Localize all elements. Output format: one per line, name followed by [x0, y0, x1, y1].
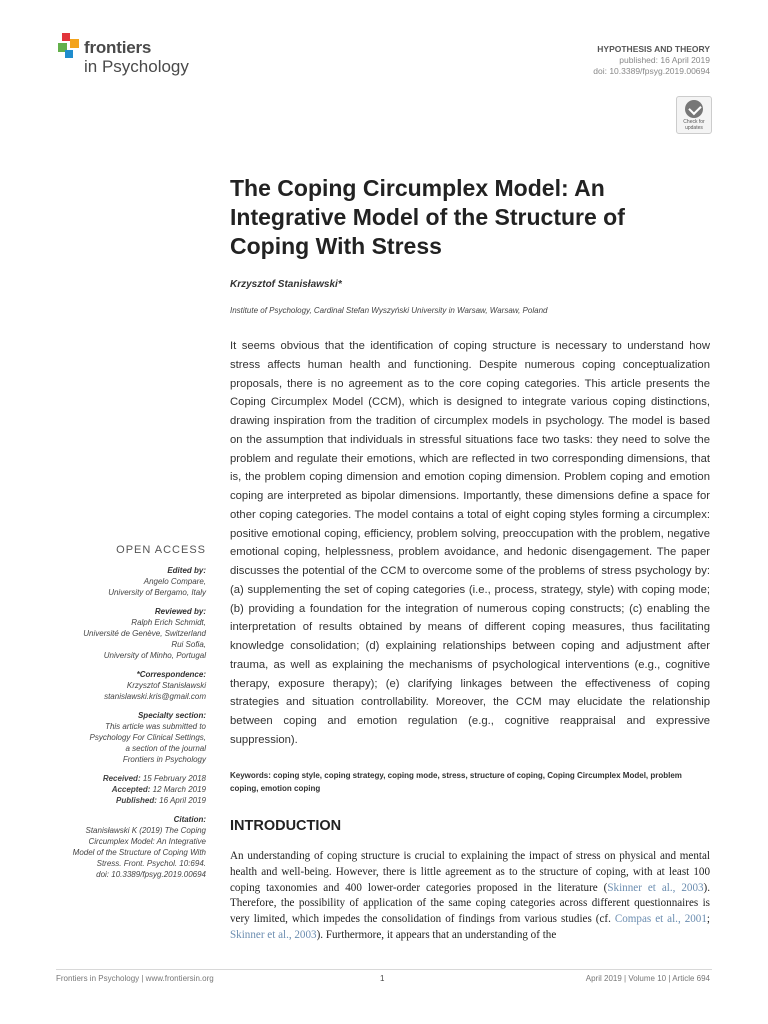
footer-divider — [56, 969, 712, 970]
article-dates — [56, 773, 206, 806]
intro-text-2: ). Therefore, the possibility of application of the same coping categories across different questionnaires is very limited, which impedes the consolidation of findings from various studies (cf. — [230, 881, 711, 926]
frontiers-logo-icon — [56, 33, 82, 63]
citation-line: Stanisławski K (2019) The Coping — [85, 826, 206, 835]
accepted-date: 12 March 2019 — [152, 785, 206, 794]
introduction-text — [230, 849, 710, 944]
citation-link[interactable]: Compas et al., 2001 — [614, 913, 707, 926]
footer-journal-link[interactable]: Frontiers in Psychology | www.frontiersin.org — [56, 974, 214, 983]
specialty-section-label: Specialty section: — [137, 711, 206, 720]
journal-brand: frontiers — [84, 38, 152, 57]
citation-link[interactable]: Skinner et al., 2003 — [607, 881, 704, 894]
reviewer-affiliation: University of Minho, Portugal — [103, 651, 206, 660]
intro-text-3: ; — [706, 913, 710, 926]
editor-affiliation: University of Bergamo, Italy — [108, 588, 206, 597]
specialty-line: a section of the journal — [125, 744, 206, 753]
accepted-label: Accepted: — [111, 785, 151, 794]
check-for-updates-button[interactable] — [676, 96, 712, 134]
reviewer-affiliation: Université de Genève, Switzerland — [83, 629, 206, 638]
citation-doi[interactable]: doi: 10.3389/fpsyg.2019.00694 — [96, 870, 206, 879]
reviewed-by-label: Reviewed by: — [154, 607, 206, 616]
journal-logo[interactable] — [56, 33, 226, 83]
received-label: Received: — [102, 774, 141, 783]
section-heading-introduction: INTRODUCTION — [230, 818, 342, 834]
published-date-sidebar: 16 April 2019 — [159, 796, 206, 805]
open-access-label: OPEN ACCESS — [116, 544, 206, 556]
editor-name: Angelo Compare, — [143, 577, 206, 586]
specialty-line: Frontiers in Psychology — [122, 755, 206, 764]
citation-line: Circumplex Model: An Integrative — [88, 837, 206, 846]
abstract: It seems obvious that the identification of coping structure is necessary to understand how stress affects human health and functioning. Despite numerous coping conceptualization proposals, there is no agreement as to the core coping categories. This article presents the Coping Circumplex Model (CCM), which is designed to integrate various coping distinctions, drawing inspiration from the tradition of circumplex models in psychology. The model is based on the assumption that individuals in stressful situations face two tasks: they need to solve the problem and regulate their emotions, which are reflected in two corresponding dimensions, that is, the problem coping dimension and emotion coping dimension. Problem coping and emotion coping are interpreted as bipolar dimensions. Importantly, these dimensions define a space for other coping categories. The model contains a total of eight coping styles forming a circumplex: positive emotional coping, efficiency, problem solving, preoccupation with the problem, negative emotional coping, helplessness, problem avoidance, and hedonic disengagement. The paper discusses the potential of the CCM to overcome some of the problems of stress psychology by: (a) supplementing the set of coping categories (i.e., process, strategy, style) with coping mode; (b) providing a foundation for the integration of numerous coping constructs; (c) enabling the interpretation of results obtained by means of different coping measures, thus facilitating knowledge consolidation; (d) explaining relationships between coping and adjustment after trauma, as well as explaining the mechanisms of psychological interventions (e.g., cognitive therapy, exposure therapy); (e) clarifying linkages between the effectiveness of coping strategies and situation controllability. Moreover, the CCM may elucidate the relationship between coping and emotion regulation (e.g., cognitive reappraisal and expressive suppression). — [230, 340, 710, 746]
check-updates-label-2: updates — [685, 125, 703, 131]
article-author[interactable]: Krzysztof Stanisławski* — [230, 279, 342, 290]
article-type: HYPOTHESIS AND THEORY — [597, 44, 710, 54]
edited-by-label: Edited by: — [167, 566, 206, 575]
specialty-line: Psychology For Clinical Settings, — [89, 733, 206, 742]
article-meta-header — [593, 44, 710, 77]
specialty-line: This article was submitted to — [105, 722, 206, 731]
check-updates-label-1: Check for — [683, 119, 705, 125]
citation-label: Citation: — [173, 815, 206, 824]
article-doi[interactable]: doi: 10.3389/fpsyg.2019.00694 — [593, 66, 710, 76]
citation-line: Model of the Structure of Coping With — [72, 848, 206, 857]
published-label: Published: — [116, 796, 157, 805]
article-info-sidebar — [56, 545, 206, 880]
citation-line: Stress. Front. Psychol. 10:694. — [96, 859, 206, 868]
reviewer-name: Rui Sofia, — [171, 640, 206, 649]
reviewer-name: Ralph Erich Schmidt, — [131, 618, 206, 627]
author-affiliation: Institute of Psychology, Cardinal Stefan Wyszyński University in Warsaw, Warsaw, Poland — [230, 306, 548, 315]
intro-text-1: An understanding of coping structure is crucial to explaining the impact of stress on physical and mental health and well-being. However, there is little agreement as to the structure of coping, with at least 100 coping taxonomies and 400 lower-order categories proposed in the literature ( — [230, 850, 710, 894]
check-updates-icon — [685, 100, 703, 118]
journal-name: in Psychology — [84, 57, 189, 76]
article-title: The Coping Circumplex Model: An Integrative Model of the Structure of Coping With Stress — [230, 175, 625, 259]
citation-link[interactable]: Skinner et al., 2003 — [230, 928, 317, 941]
received-date: 15 February 2018 — [142, 774, 206, 783]
footer-issue-info: April 2019 | Volume 10 | Article 694 — [585, 974, 710, 983]
correspondence-label: *Correspondence: — [136, 670, 206, 679]
intro-text-4: ). Furthermore, it appears that an understanding of the — [316, 928, 557, 941]
correspondence-email[interactable]: stanislawski.kris@gmail.com — [104, 692, 206, 701]
page-number: 1 — [380, 974, 385, 983]
correspondence-name: Krzysztof Stanisławski — [126, 681, 206, 690]
keywords: Keywords: coping style, coping strategy, coping mode, stress, structure of coping, Coping Circumplex Model, problem coping, emotion coping — [230, 771, 682, 793]
published-date: published: 16 April 2019 — [619, 55, 710, 65]
